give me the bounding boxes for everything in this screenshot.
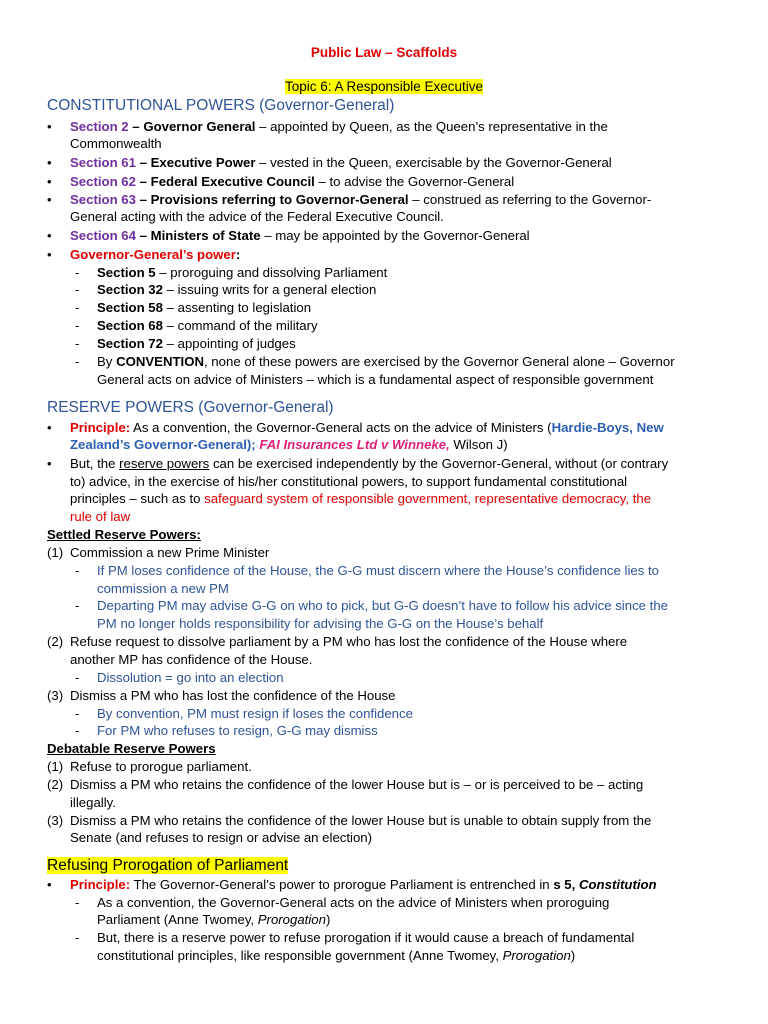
gg-power-item: Section 72 – appointing of judges bbox=[97, 336, 296, 351]
bullet-marker: • bbox=[47, 247, 52, 262]
bullet-marker: • bbox=[47, 877, 52, 892]
dash-marker: - bbox=[75, 318, 80, 333]
bullet-marker: • bbox=[47, 119, 52, 134]
settled-item: Refuse request to dissolve parliament by a PM who has lost the confidence of the House where bbox=[70, 634, 628, 649]
reserve-principle-cont: Zealand’s Governor-General); FAI Insurances Ltd v Winneke, Wilson J) bbox=[70, 437, 508, 452]
prorogation-sub-item: As a convention, the Governor-General acts on the advice of Ministers when proroguing bbox=[97, 895, 610, 910]
dash-marker: - bbox=[75, 300, 80, 315]
section-63-item: Section 63 – Provisions referring to Governor-General – construed as referring to the Governor- bbox=[70, 192, 652, 207]
topic-title bbox=[0, 78, 768, 95]
section-61-item: Section 61 – Executive Power – vested in the Queen, exercisable by the Governor-General bbox=[70, 155, 612, 170]
settled-sub-item: If PM loses confidence of the House, the G-G must discern where the House’s confidence lies to bbox=[97, 563, 659, 578]
section-62-item: Section 62 – Federal Executive Council – to advise the Governor-General bbox=[70, 174, 515, 189]
prorogation-sub-item-cont: constitutional principles, like responsible government (Anne Twomey, Prorogation) bbox=[97, 948, 576, 963]
debatable-item: Dismiss a PM who retains the confidence of the lower House but is – or is perceived to be – acting bbox=[70, 777, 644, 792]
debatable-item: Dismiss a PM who retains the confidence of the lower House but is unable to obtain supply from the bbox=[70, 813, 652, 828]
prorogation-principle: Principle: The Governor-General’s power to prorogue Parliament is entrenched in s 5, Constitution bbox=[70, 877, 657, 892]
debatable-item-cont: illegally. bbox=[70, 795, 116, 810]
dash-marker: - bbox=[75, 282, 80, 297]
gg-power-item: Section 32 – issuing writs for a general election bbox=[97, 282, 377, 297]
reserve-heading: RESERVE POWERS (Governor-General) bbox=[47, 399, 334, 416]
constitutional-heading: CONSTITUTIONAL POWERS (Governor-General) bbox=[47, 97, 395, 114]
document-title bbox=[0, 44, 768, 61]
section-2-item-cont: Commonwealth bbox=[70, 136, 162, 151]
reserve-but-line: rule of law bbox=[70, 509, 131, 524]
bullet-marker: • bbox=[47, 155, 52, 170]
settled-sub-item-cont: commission a new PM bbox=[97, 581, 229, 596]
settled-sub-item: Dissolution = go into an election bbox=[97, 670, 284, 685]
topic-text: Topic 6: A Responsible Executive bbox=[284, 79, 484, 94]
dash-marker: - bbox=[75, 706, 80, 721]
settled-sub-item: Departing PM may advise G-G on who to pick, but G-G doesn’t have to follow his advice since the bbox=[97, 598, 668, 613]
settled-sub-item: By convention, PM must resign if loses the confidence bbox=[97, 706, 413, 721]
reserve-but-line: to) advice, in the exercise of his/her constitutional powers, to support fundamental constitutional bbox=[70, 474, 628, 489]
number-marker: (1) bbox=[47, 759, 64, 774]
gg-power-label: Governor-General’s power: bbox=[70, 247, 241, 262]
bullet-marker: • bbox=[47, 456, 52, 471]
debatable-item-cont: Senate (and refuses to resign or advise an election) bbox=[70, 830, 373, 845]
settled-item-cont: another MP has confidence of the House. bbox=[70, 652, 313, 667]
gg-power-item: Section 5 – proroguing and dissolving Parliament bbox=[97, 265, 388, 280]
number-marker: (3) bbox=[47, 813, 64, 828]
reserve-principle: Principle: As a convention, the Governor-General acts on the advice of Ministers (Hardie-Boys, New bbox=[70, 420, 664, 435]
debatable-item: Refuse to prorogue parliament. bbox=[70, 759, 252, 774]
gg-power-item: Section 68 – command of the military bbox=[97, 318, 318, 333]
gg-power-item: Section 58 – assenting to legislation bbox=[97, 300, 312, 315]
prorogation-sub-item-cont: Parliament (Anne Twomey, Prorogation) bbox=[97, 912, 331, 927]
dash-marker: - bbox=[75, 354, 80, 369]
dash-marker: - bbox=[75, 563, 80, 578]
convention-note-cont: General acts on advice of Ministers – which is a fundamental aspect of responsible government bbox=[97, 372, 654, 387]
settled-sub-item: For PM who refuses to resign, G-G may dismiss bbox=[97, 723, 378, 738]
bullet-marker: • bbox=[47, 174, 52, 189]
number-marker: (2) bbox=[47, 777, 64, 792]
doc-title-text: Public Law – Scaffolds bbox=[310, 45, 458, 60]
dash-marker: - bbox=[75, 598, 80, 613]
section-2-item: Section 2 – Governor General – appointed by Queen, as the Queen’s representative in the bbox=[70, 119, 608, 134]
dash-marker: - bbox=[75, 895, 80, 910]
convention-note: By CONVENTION, none of these powers are exercised by the Governor General alone – Governor bbox=[97, 354, 675, 369]
bullet-marker: • bbox=[47, 228, 52, 243]
dash-marker: - bbox=[75, 930, 80, 945]
settled-item: Commission a new Prime Minister bbox=[70, 545, 270, 560]
bullet-marker: • bbox=[47, 420, 52, 435]
bullet-marker: • bbox=[47, 192, 52, 207]
dash-marker: - bbox=[75, 265, 80, 280]
section-63-item-cont: General acting with the advice of the Federal Executive Council. bbox=[70, 209, 444, 224]
number-marker: (3) bbox=[47, 688, 64, 703]
reserve-but-line: But, the reserve powers can be exercised independently by the Governor-General, without (or contrary bbox=[70, 456, 669, 471]
prorogation-heading: Refusing Prorogation of Parliament bbox=[47, 857, 289, 874]
number-marker: (2) bbox=[47, 634, 64, 649]
dash-marker: - bbox=[75, 723, 80, 738]
dash-marker: - bbox=[75, 336, 80, 351]
settled-heading: Settled Reserve Powers: bbox=[47, 527, 201, 542]
settled-sub-item-cont: PM no longer holds responsibility for advising the G-G on the House’s behalf bbox=[97, 616, 544, 631]
reserve-but-line: principles – such as to safeguard system of responsible government, representative democracy, the bbox=[70, 491, 652, 506]
prorogation-sub-item: But, there is a reserve power to refuse prorogation if it would cause a breach of fundamental bbox=[97, 930, 635, 945]
settled-item: Dismiss a PM who has lost the confidence of the House bbox=[70, 688, 396, 703]
dash-marker: - bbox=[75, 670, 80, 685]
number-marker: (1) bbox=[47, 545, 64, 560]
section-64-item: Section 64 – Ministers of State – may be appointed by the Governor-General bbox=[70, 228, 530, 243]
debatable-heading: Debatable Reserve Powers bbox=[47, 741, 216, 756]
